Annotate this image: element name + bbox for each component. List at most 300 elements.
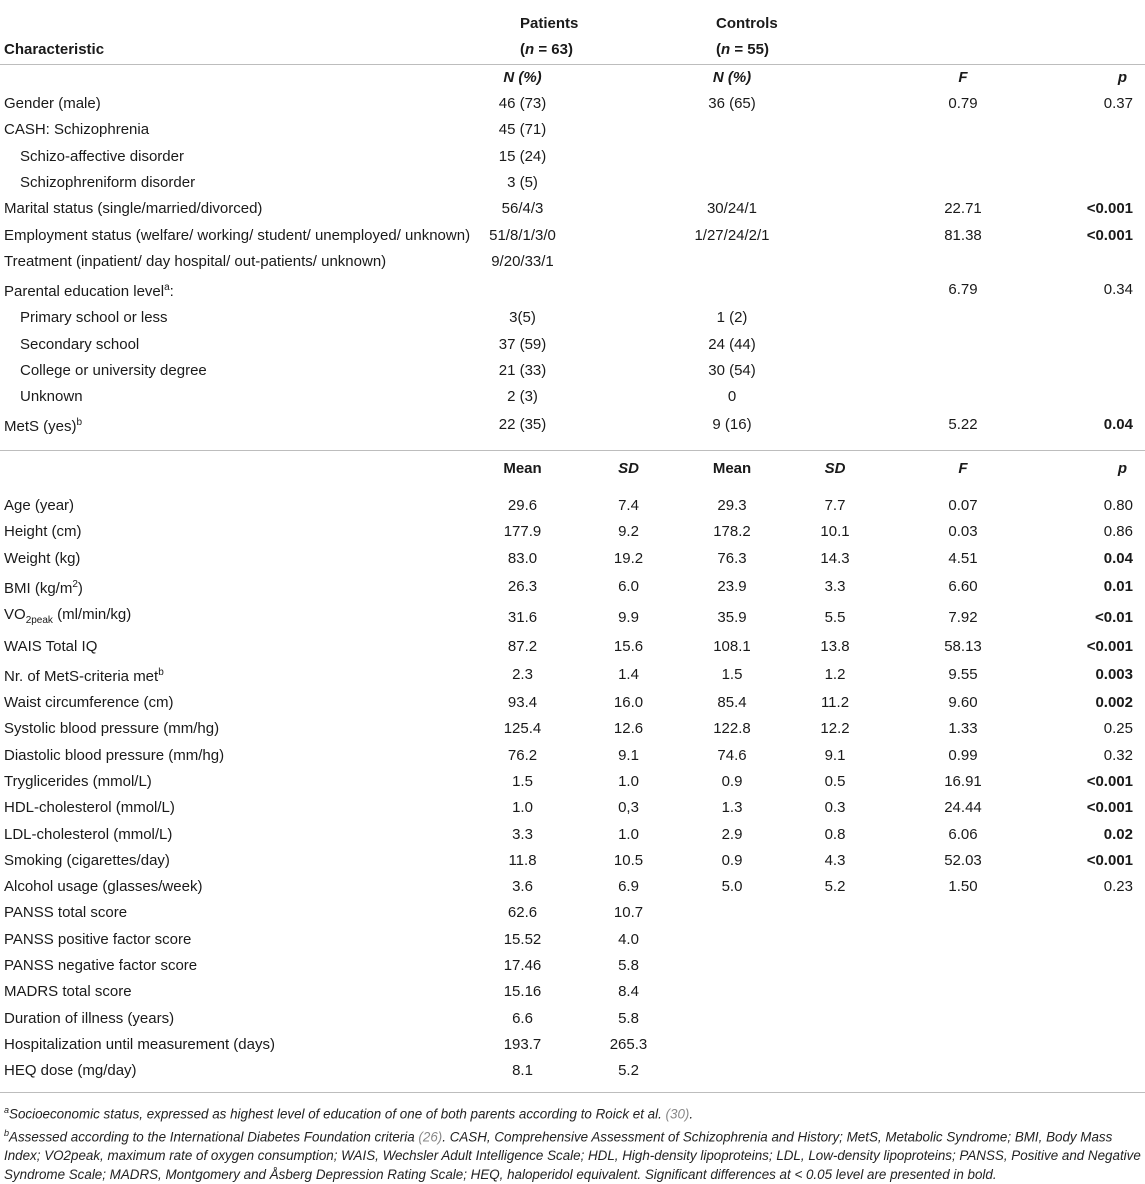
patients-npct: 3 (5): [507, 174, 538, 192]
table-row-primary-school-or-less: [0, 305, 1145, 331]
controls-mean: 1.3: [721, 799, 743, 817]
controls-mean: 85.4: [717, 694, 747, 712]
empty-cell: [780, 117, 890, 143]
p-value: <0.001: [1086, 200, 1133, 218]
patients-mean: 8.1: [512, 1062, 533, 1080]
controls-mean: 23.9: [717, 577, 747, 595]
continuous-section: [0, 493, 1145, 1085]
controls-mean: [684, 900, 780, 926]
patients-sd: 9.9: [618, 608, 639, 626]
table-row-heq-dose-mg-day: [0, 1058, 1145, 1084]
patients-sd: 265.3: [609, 1035, 648, 1053]
f-header: F: [958, 69, 968, 87]
f-value: 1.33: [948, 720, 978, 738]
table-row-bmi-kg-m2: [0, 572, 1145, 602]
p-value: 0.80: [1103, 496, 1133, 514]
f-value: 6.06: [948, 825, 978, 843]
empty-cell: [780, 144, 890, 170]
table-row-unknown: [0, 384, 1145, 410]
table-row-schizo-affective-disorder: [0, 144, 1145, 170]
patients-sd-header: SD: [618, 459, 639, 477]
table-row-panss-total-score: [0, 900, 1145, 926]
row-label: LDL-cholesterol (mmol/L): [4, 825, 173, 843]
p-value: [1036, 1006, 1145, 1032]
empty-cell: [780, 410, 890, 440]
p-value: 0.32: [1103, 746, 1133, 764]
row-label: Schizo-affective disorder: [20, 147, 184, 165]
patients-mean: 15.16: [503, 983, 542, 1001]
row-label: Weight (kg): [4, 549, 81, 567]
row-label: Age (year): [4, 496, 75, 514]
controls-mean: [684, 927, 780, 953]
p-value: 0.34: [1103, 281, 1133, 299]
controls-npct: 30 (54): [708, 361, 756, 379]
patients-mean: 1.5: [512, 772, 533, 790]
controls-mean: 2.9: [721, 825, 743, 843]
controls-sd: 10.1: [820, 523, 850, 541]
patients-sd: 1.0: [618, 772, 639, 790]
row-label: Waist circumference (cm): [4, 694, 174, 712]
controls-sd: [780, 927, 890, 953]
controls-npct: 1/27/24/2/1: [694, 226, 770, 244]
patients-npct: 51/8/1/3/0: [489, 226, 556, 244]
patients-npct: 9/20/33/1: [491, 252, 554, 270]
table-row-nr-of-mets-criteria-metb: [0, 660, 1145, 690]
table-row-panss-negative-factor-score: [0, 953, 1145, 979]
controls-npct: 36 (65): [708, 95, 756, 113]
f-value: 1.50: [948, 878, 978, 896]
controls-npct: 0: [727, 388, 737, 406]
row-label: Gender (male): [4, 95, 101, 113]
f-value: [890, 384, 1036, 410]
f-value: 9.55: [948, 665, 978, 683]
patients-sd: 9.2: [618, 523, 639, 541]
controls-mean: 5.0: [721, 878, 743, 896]
f-value: [890, 249, 1036, 275]
table-row-gender-male: [0, 91, 1145, 117]
row-label: BMI $(kg/m^2)$: [4, 578, 83, 597]
controls-sd: 0.5: [824, 772, 846, 790]
p-value: 0.04: [1103, 416, 1133, 434]
controls-sd: 5.5: [824, 608, 846, 626]
table-row-wais-total-iq: [0, 634, 1145, 660]
p-value: 0.37: [1103, 95, 1133, 113]
controls-mean: 0.9: [721, 772, 743, 790]
row-label: Alcohol usage (glasses/week): [4, 878, 203, 896]
controls-sd: 7.7: [824, 496, 846, 514]
table-row-alcohol-usage-glasses-week: [0, 874, 1145, 900]
patients-sd: 6.0: [618, 577, 639, 595]
table-row-weight-kg: [0, 545, 1145, 571]
f-value: [890, 1006, 1036, 1032]
f-value: [890, 331, 1036, 357]
row-label: Schizophreniform disorder: [20, 174, 196, 192]
empty-cell: [573, 331, 684, 357]
row-label: Marital status (single/married/divorced): [4, 200, 263, 218]
p-value: 0.04: [1103, 549, 1133, 567]
table-row-vo2peak: [0, 602, 1145, 634]
empty-cell: [573, 170, 684, 196]
header-row-mean: [0, 451, 1145, 485]
controls-sd: 11.2: [820, 694, 850, 712]
controls-sd: 12.2: [820, 720, 850, 738]
f-value: [890, 117, 1036, 143]
p-value: 0.002: [1095, 694, 1133, 712]
patients-sd: 16.0: [613, 694, 644, 712]
patients-header: Patients: [520, 14, 579, 32]
p-value: 0.23: [1103, 878, 1133, 896]
empty-cell: [780, 358, 890, 384]
footnote-a: $^a$Socioeconomic status, expressed as highest level of education of one of both parents according to Roick et al. (30).: [4, 1105, 694, 1122]
row-label: HDL-cholesterol (mmol/L): [4, 799, 175, 817]
row-label: Diastolic blood pressure (mm/hg): [4, 746, 225, 764]
p-value: [1036, 117, 1145, 143]
controls-npct: 24 (44): [708, 335, 756, 353]
controls-npct-header: N (%): [712, 69, 752, 87]
controls-mean: [684, 1032, 780, 1058]
empty-cell: [780, 222, 890, 248]
patients-mean: 87.2: [507, 637, 538, 655]
patients-mean: 76.2: [507, 746, 538, 764]
f-value: 5.22: [948, 416, 978, 434]
empty-cell: [780, 249, 890, 275]
patients-mean: 15.52: [503, 930, 542, 948]
controls-sd: [780, 1032, 890, 1058]
controls-mean: 0.9: [721, 851, 743, 869]
patients-mean: 2.3: [512, 665, 533, 683]
f-value: 58.13: [944, 637, 982, 655]
f-value: 0.79: [948, 95, 978, 113]
p-value: [1036, 1058, 1145, 1084]
controls-npct: 30/24/1: [706, 200, 758, 218]
controls-sd: [780, 1058, 890, 1084]
controls-mean: 76.3: [717, 549, 747, 567]
patients-sd: 10.5: [613, 851, 644, 869]
table-row-madrs-total-score: [0, 979, 1145, 1005]
table-row-parental-education-level: [0, 275, 1145, 305]
controls-sd: 1.2: [824, 665, 846, 683]
row-label: PANSS total score: [4, 904, 128, 922]
table-row-duration-of-illness-years: [0, 1006, 1145, 1032]
row-label: Primary school or less: [20, 309, 168, 327]
p-value: 0.003: [1095, 665, 1133, 683]
patients-npct: 22 (35): [498, 416, 547, 434]
footnotes: [0, 1092, 1145, 1184]
empty-cell: [573, 91, 684, 117]
patients-mean: 31.6: [507, 608, 538, 626]
controls-sd: 14.3: [820, 549, 850, 567]
patients-mean: 29.6: [507, 496, 538, 514]
row-label: MetS (yes)$^b$: [4, 417, 83, 436]
controls-sd: [780, 900, 890, 926]
p-value: 0.01: [1103, 577, 1133, 595]
table-row-marital-status-single-married-divorced: [0, 196, 1145, 222]
controls-header: Controls: [716, 14, 778, 32]
patients-mean: 125.4: [503, 720, 542, 738]
patients-sd: 5.8: [618, 1009, 639, 1027]
patients-sd: 5.2: [618, 1062, 639, 1080]
f-value: [890, 305, 1036, 331]
controls-sd-header: SD: [824, 459, 846, 477]
row-label: Hospitalization until measurement (days): [4, 1035, 275, 1053]
citation-26[interactable]: (26): [418, 1129, 443, 1145]
controls-mean-header: Mean: [712, 459, 752, 477]
empty-cell: [573, 305, 684, 331]
table-row-secondary-school: [0, 331, 1145, 357]
row-label: Parental education level$^a$:: [4, 282, 174, 301]
empty-cell: [780, 275, 890, 305]
controls-npct: 9 (16): [712, 416, 752, 434]
patients-mean: 62.6: [507, 904, 538, 922]
controls-sd: 3.3: [824, 577, 846, 595]
table-row-age-year: [0, 493, 1145, 519]
f-value: 0.99: [948, 746, 978, 764]
patients-npct: 37 (59): [498, 335, 547, 353]
p-value: [1036, 384, 1145, 410]
controls-sd: [780, 953, 890, 979]
empty-cell: [780, 196, 890, 222]
table-row-ldl-cholesterol-mmol-l: [0, 821, 1145, 847]
p-value: [1036, 331, 1145, 357]
f-value: 0.03: [948, 523, 978, 541]
row-label: MADRS total score: [4, 983, 132, 1001]
patients-npct: [472, 275, 573, 305]
patients-mean: 93.4: [507, 694, 538, 712]
f-value: [890, 927, 1036, 953]
patients-npct: 21 (33): [498, 361, 547, 379]
row-label: Duration of illness (years): [4, 1009, 175, 1027]
p-value: 0.02: [1103, 825, 1133, 843]
patients-sd: 7.4: [618, 496, 639, 514]
patients-mean: 3.6: [512, 878, 533, 896]
patients-sd: 1.4: [618, 665, 639, 683]
controls-mean: [684, 1006, 780, 1032]
header-row-groups: [0, 0, 1145, 36]
controls-npct: [684, 249, 780, 275]
patients-npct-header: N (%): [503, 69, 542, 87]
f-value: 52.03: [944, 851, 982, 869]
empty-cell: [573, 358, 684, 384]
patients-n: (n = 63): [520, 41, 573, 59]
empty-cell: [573, 410, 684, 440]
controls-n: (n = 55): [716, 41, 769, 59]
patients-sd: 12.6: [613, 720, 644, 738]
controls-sd: 4.3: [824, 851, 846, 869]
patients-mean: 83.0: [507, 549, 538, 567]
f-value: 81.38: [944, 226, 982, 244]
f-value: 6.79: [948, 281, 978, 299]
empty-cell: [780, 305, 890, 331]
row-label: CASH: Schizophrenia: [4, 121, 150, 139]
header-row-n: [0, 36, 1145, 64]
row-label: Systolic blood pressure (mm/hg): [4, 720, 220, 738]
citation-30[interactable]: (30): [665, 1106, 690, 1122]
controls-mean: 122.8: [713, 720, 751, 738]
controls-npct: [684, 170, 780, 196]
table-row-cash-schizophrenia: [0, 117, 1145, 143]
f-value: 0.07: [948, 496, 978, 514]
p-value: [1036, 900, 1145, 926]
row-label: HEQ dose (mg/day): [4, 1062, 137, 1080]
controls-npct: [684, 275, 780, 305]
patients-mean: 11.8: [508, 851, 537, 869]
controls-sd: 13.8: [820, 637, 850, 655]
patients-mean: 1.0: [512, 799, 533, 817]
p-value: [1036, 170, 1145, 196]
patients-sd: 0,3: [618, 799, 639, 817]
table-row-schizophreniform-disorder: [0, 170, 1145, 196]
patients-npct: 3(5): [509, 309, 536, 327]
row-label: Tryglicerides (mmol/L): [4, 772, 152, 790]
f-header-2: F: [958, 459, 968, 477]
patients-npct: 45 (71): [498, 121, 547, 139]
controls-mean: 108.1: [713, 637, 751, 655]
row-label: Employment status (welfare/ working/ student/ unemployed/ unknown): [4, 226, 471, 244]
controls-npct: [684, 117, 780, 143]
p-value: <0.001: [1086, 226, 1133, 244]
row-label: $VO_{2peak}$ (ml/min/kg): [4, 605, 132, 626]
controls-mean: [684, 979, 780, 1005]
controls-sd: [780, 979, 890, 1005]
controls-sd: [780, 1006, 890, 1032]
patients-mean: 3.3: [512, 825, 533, 843]
row-label: Smoking (cigarettes/day): [4, 851, 170, 869]
row-label: PANSS negative factor score: [4, 957, 198, 975]
patients-npct: 15 (24): [498, 147, 547, 165]
controls-mean: 29.3: [717, 496, 747, 514]
p-value: [1036, 358, 1145, 384]
p-value: [1036, 1032, 1145, 1058]
empty-cell: [780, 331, 890, 357]
table-row-mets-yes: [0, 410, 1145, 440]
p-value: [1036, 979, 1145, 1005]
table-row-panss-positive-factor-score: [0, 927, 1145, 953]
patients-mean-header: Mean: [503, 459, 542, 477]
p-value: <0.001: [1086, 799, 1133, 817]
p-header-2: p: [1117, 459, 1127, 477]
patients-mean: 26.3: [507, 577, 538, 595]
f-value: 24.44: [944, 799, 982, 817]
patients-mean: 177.9: [503, 523, 542, 541]
f-value: [890, 953, 1036, 979]
empty-cell: [573, 275, 684, 305]
f-value: [890, 144, 1036, 170]
row-label: Nr. of MetS-criteria met$^b$: [4, 666, 164, 685]
f-value: 22.71: [944, 200, 982, 218]
patients-sd: 6.9: [618, 878, 639, 896]
p-header: p: [1117, 69, 1127, 87]
footnote-b: $^b$Assessed according to the International Diabetes Foundation criteria (26). CASH, Comprehensive Assessment of Schizophrenia and History; MetS, Metabolic Syndrome; BMI, Body Mass Index; VO2peak, maximum rate of oxygen consumption; WAIS, Wechsler Adult Intelligence Scale; HDL, High-density lipoproteins; LDL, Low-density lipoproteins; PANSS, Positive and Negative Syndrome Scale; MADRS, Montgomery and Åsberg Depression Rating Scale; HEQ, haloperidol equivalent. Significant differences at < 0.05 level are presented in bold.: [4, 1127, 1141, 1183]
empty-cell: [780, 384, 890, 410]
row-label: Unknown: [20, 388, 83, 406]
table-row-tryglicerides-mmol-l: [0, 769, 1145, 795]
controls-sd: 5.2: [824, 878, 846, 896]
row-label: Height (cm): [4, 523, 82, 541]
f-value: 16.91: [944, 772, 982, 790]
controls-sd: 0.3: [824, 799, 846, 817]
p-value: <0.001: [1086, 851, 1133, 869]
p-value: [1036, 953, 1145, 979]
f-value: 7.92: [948, 608, 978, 626]
table-row-hdl-cholesterol-mmol-l: [0, 795, 1145, 821]
controls-mean: 178.2: [713, 523, 751, 541]
patients-sd: 15.6: [613, 637, 644, 655]
patients-npct: 2 (3): [507, 388, 538, 406]
controls-mean: 35.9: [717, 608, 747, 626]
row-label: Treatment (inpatient/ day hospital/ out-patients/ unknown): [4, 252, 387, 270]
patients-npct: 56/4/3: [501, 200, 544, 218]
patients-sd: 8.4: [618, 983, 639, 1001]
patients-sd: 9.1: [618, 746, 639, 764]
patients-sd: 10.7: [613, 904, 644, 922]
f-value: [890, 1058, 1036, 1084]
header-row-npct: [0, 64, 1145, 91]
controls-npct: 1 (2): [716, 309, 748, 327]
table-row-smoking-cigarettes-day: [0, 848, 1145, 874]
empty-cell: [780, 91, 890, 117]
f-value: [890, 1032, 1036, 1058]
row-label: Secondary school: [20, 335, 140, 353]
table-row-treatment-inpatient-day-hospital-out-patients-unknown: [0, 249, 1145, 275]
table-row-hospitalization-until-measurement-days: [0, 1032, 1145, 1058]
patients-sd: 4.0: [618, 930, 639, 948]
empty-cell: [573, 222, 684, 248]
empty-cell: [573, 196, 684, 222]
f-value: [890, 358, 1036, 384]
table-row-waist-circumference-cm: [0, 690, 1145, 716]
empty-cell: [573, 117, 684, 143]
f-value: 6.60: [948, 577, 978, 595]
controls-mean: 1.5: [721, 665, 743, 683]
continuous-header-section: [0, 440, 1145, 493]
p-value: 0.86: [1103, 523, 1133, 541]
controls-mean: 74.6: [717, 746, 747, 764]
patients-npct: 46 (73): [498, 95, 547, 113]
controls-sd: 0.8: [824, 825, 846, 843]
p-value: <0.001: [1086, 637, 1133, 655]
patients-sd: 19.2: [613, 549, 644, 567]
row-label: WAIS Total IQ: [4, 637, 98, 655]
f-value: 4.51: [948, 549, 978, 567]
categorical-section: [0, 91, 1145, 440]
patients-sd: 1.0: [618, 825, 639, 843]
patients-mean: 6.6: [512, 1009, 533, 1027]
p-value: [1036, 927, 1145, 953]
patients-sd: 5.8: [618, 957, 639, 975]
controls-sd: 9.1: [824, 746, 846, 764]
p-value: [1036, 144, 1145, 170]
empty-cell: [573, 144, 684, 170]
empty-cell: [573, 249, 684, 275]
p-value: [1036, 305, 1145, 331]
empty-cell: [780, 170, 890, 196]
controls-mean: [684, 1058, 780, 1084]
patients-mean: 17.46: [503, 957, 542, 975]
controls-mean: [684, 953, 780, 979]
f-value: [890, 900, 1036, 926]
characteristic-header: Characteristic: [4, 41, 105, 59]
f-value: [890, 170, 1036, 196]
f-value: 9.60: [948, 694, 978, 712]
table-row-diastolic-blood-pressure-mm-hg: [0, 743, 1145, 769]
f-value: [890, 979, 1036, 1005]
table-row-systolic-blood-pressure-mm-hg: [0, 716, 1145, 742]
controls-npct: [684, 144, 780, 170]
p-value: <0.001: [1086, 772, 1133, 790]
p-value: 0.25: [1103, 720, 1133, 738]
patients-mean: 193.7: [503, 1035, 542, 1053]
table-row-employment-status-welfare-working-student-unemployed-unknown: [0, 222, 1145, 248]
